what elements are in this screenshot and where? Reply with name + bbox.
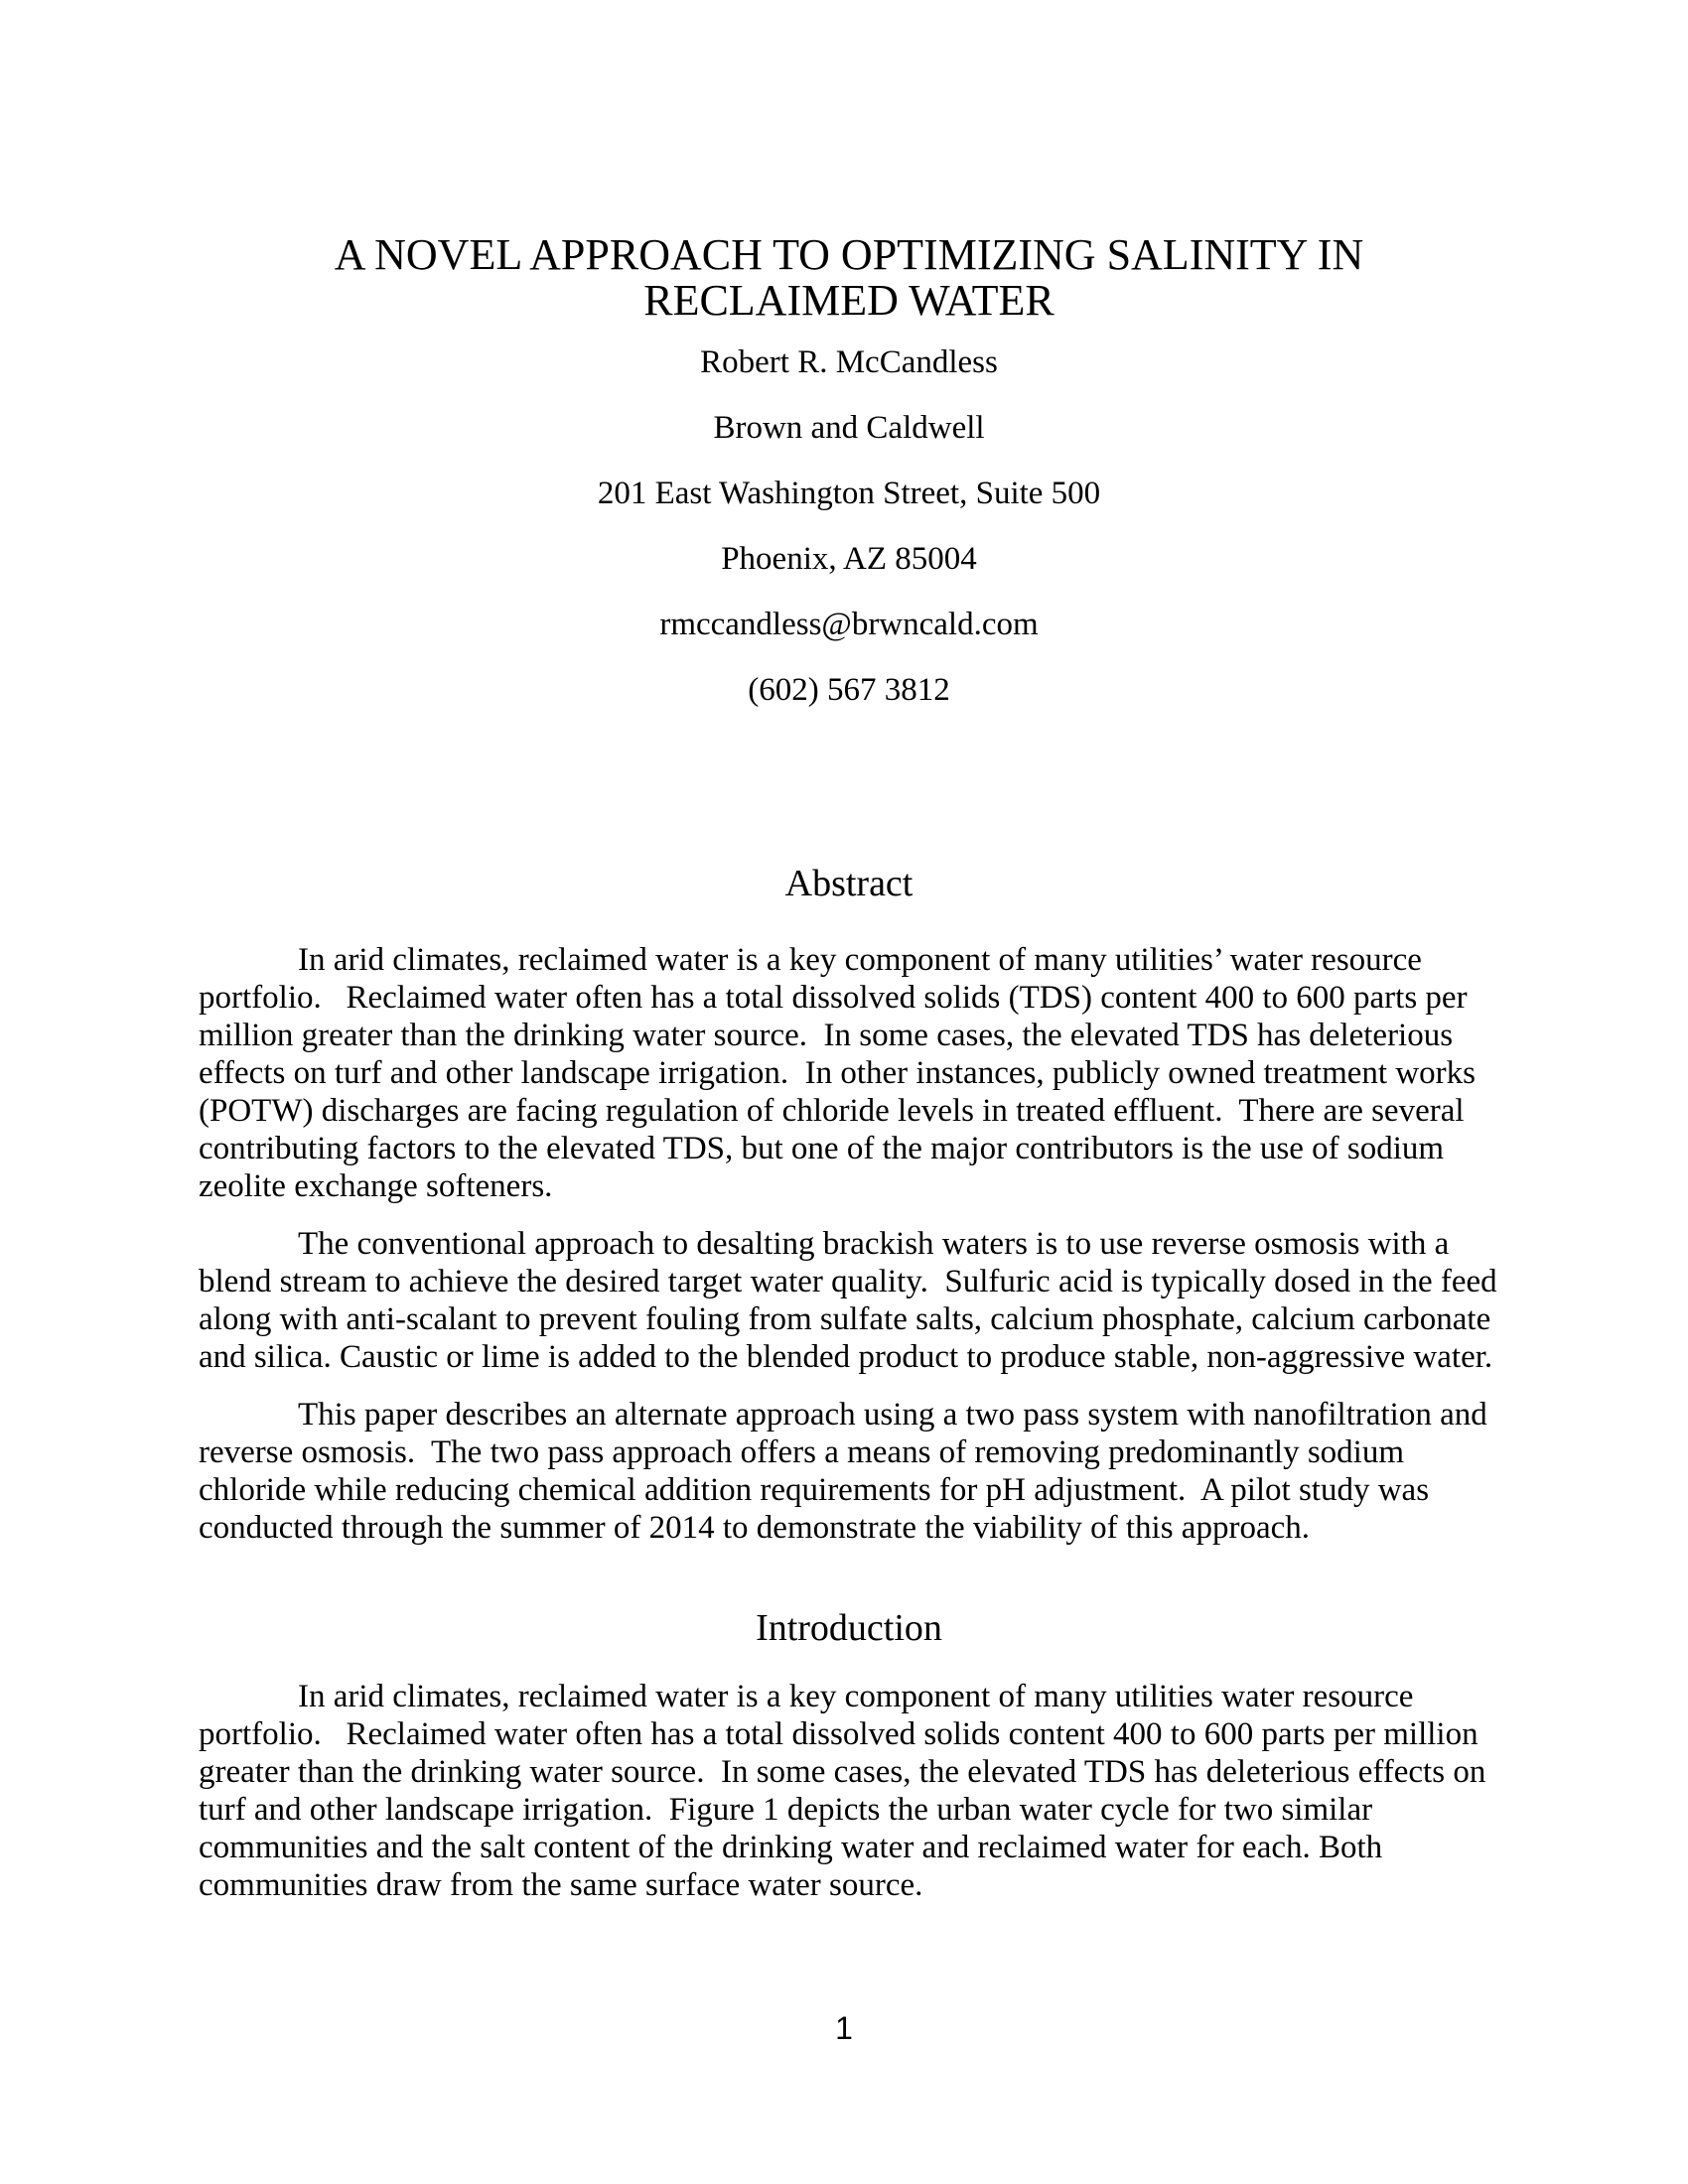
author-organization: Brown and Caldwell [713,410,985,446]
abstract-paragraph-1: In arid climates, reclaimed water is a key component of many utilities’ water resource portfolio. Reclaimed water often has a total dissolved solids (TDS) content 400 to 600 parts per million greater than the drinking water source. In some cases, the elevated TDS has deleterious effects on turf and other landscape irrigation. In other instances, publicly owned treatment works (POTW) discharges are facing regulation of chloride levels in treated effluent. There are several contributing factors to the elevated TDS, but one of the major contributors is the use of sodium zeolite exchange softeners. [199,942,1484,1204]
introduction-heading: Introduction [756,1607,942,1649]
author-city-state-zip: Phoenix, AZ 85004 [721,541,977,577]
page-content [199,230,1505,1904]
author-address: 201 East Washington Street, Suite 500 [597,476,1101,511]
author-phone: (602) 567 3812 [748,672,950,708]
paper-title: A NOVEL APPROACH TO OPTIMIZING SALINITY IN RECLAIMED WATER [334,230,1364,325]
author-block [199,330,1499,723]
abstract-paragraph-2: The conventional approach to desalting brackish waters is to use reverse osmosis with a blend stream to achieve the desired target water quality. Sulfuric acid is typically dosed in the feed along with anti-scalant to prevent fouling from sulfate salts, calcium phosphate, calcium carbonate and silica. Caustic or lime is added to the blended product to produce stable, non-aggressive water. [199,1226,1505,1375]
author-name: Robert R. McCandless [700,344,998,380]
abstract-paragraph-3: This paper describes an alternate approach using a two pass system with nanofiltration and reverse osmosis. The two pass approach offers a means of removing predominantly sodium chloride while reducing chemical addition requirements for pH adjustment. A pilot study was conducted through the summer of 2014 to demonstrate the viability of this approach. [199,1397,1495,1546]
abstract-heading: Abstract [784,863,914,904]
author-email: rmccandless@brwncald.com [659,607,1039,642]
page-number: 1 [835,2010,853,2046]
introduction-paragraph-1: In arid climates, reclaimed water is a key component of many utilities water resource portfolio. Reclaimed water often has a total dissolved solids content 400 to 600 parts per million greater than the drinking water source. In some cases, the elevated TDS has deleterious effects on turf and other landscape irrigation. Figure 1 depicts the urban water cycle for two similar communities and the salt content of the drinking water and reclaimed water for each. Both communities draw from the same surface water source. [199,1679,1494,1903]
